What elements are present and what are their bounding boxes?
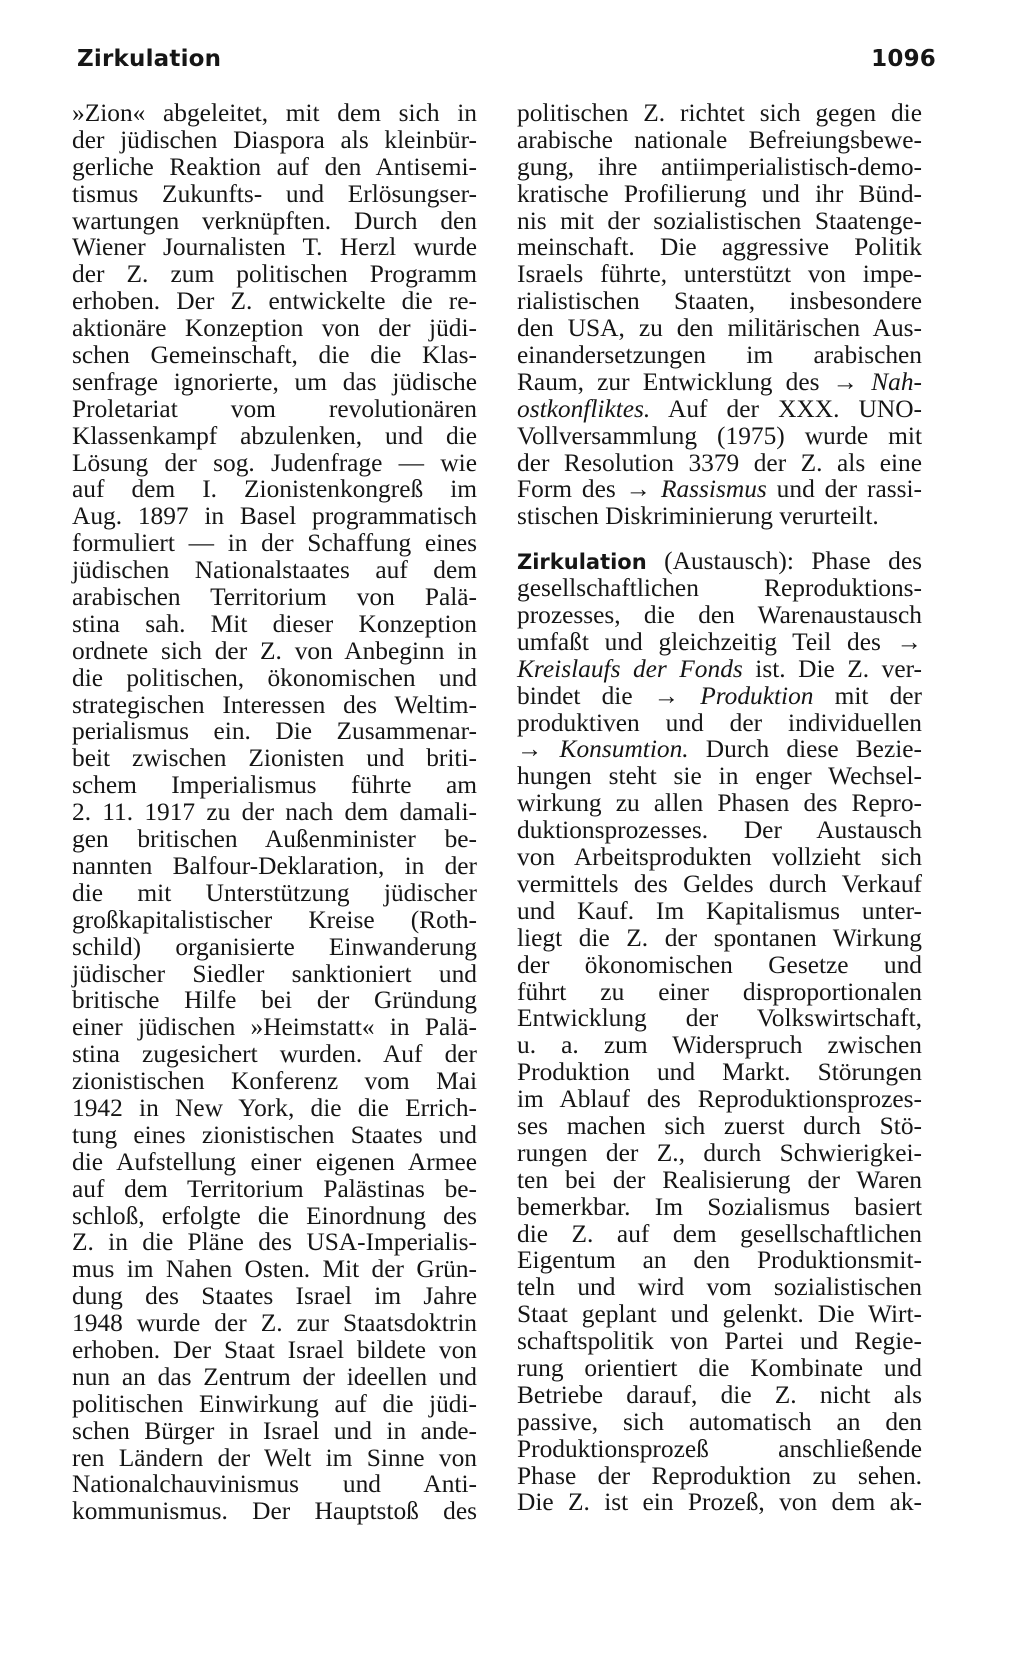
text-line: im Ablauf des Reproduktionsprozes- — [517, 1085, 922, 1114]
text-line: schem Imperialismus führte am — [72, 771, 477, 800]
cross-reference-rassismus[interactable]: → Rassismus — [625, 475, 767, 504]
text-line: erhoben. Der Z. entwickelte die re- — [72, 287, 477, 316]
paragraph-gap — [517, 530, 922, 548]
text-line: 2. 11. 1917 zu der nach dem damali- — [72, 798, 477, 827]
text-line: politischen Z. richtet sich gegen die — [517, 99, 922, 127]
running-head-title: Zirkulation — [77, 46, 222, 72]
text-line: gung, ihre antiimperialistisch-demo- — [517, 152, 922, 181]
text-line: produktiven und der individuellen — [517, 708, 922, 737]
text-line: die Aufstellung einer eigenen Armee — [72, 1147, 477, 1176]
text-line: die Z. auf dem gesellschaftlichen — [517, 1219, 922, 1248]
text-line: schen Bürger in Israel und in ande- — [72, 1416, 477, 1445]
text-line: Nationalchauvinismus und Anti- — [72, 1470, 477, 1499]
text-line: rung orientiert die Kombinate und — [517, 1353, 922, 1382]
text-line: die politischen, ökonomischen und — [72, 663, 477, 692]
text-line: liegt die Z. der spontanen Wirkung — [517, 923, 922, 952]
text-line: schild) organisierte Einwanderung — [72, 932, 477, 961]
text-line: britische Hilfe bei der Gründung — [72, 986, 477, 1015]
text-line: aktionäre Konzeption von der jüdi- — [72, 314, 477, 343]
text-line: jüdischen Nationalstaates auf dem — [72, 556, 477, 585]
text-line: Raum, zur Entwicklung des → Nah- — [517, 367, 923, 396]
text-line: der Resolution 3379 der Z. als eine — [517, 448, 922, 477]
text-line: auf dem Territorium Palästinas be- — [72, 1174, 477, 1203]
entry-zirkulation-body — [517, 763, 922, 1516]
text-line: und Kauf. Im Kapitalismus unter- — [517, 896, 922, 925]
cross-reference-nahostkonflikte[interactable]: → Nah- — [832, 367, 923, 396]
text-line: teln und wird vom sozialistischen — [517, 1273, 922, 1302]
text-line: rungen der Z., durch Schwierigkei- — [517, 1138, 922, 1167]
text-line: perialismus ein. Die Zusammenar- — [72, 717, 477, 746]
text-line: u. a. zum Widerspruch zwischen — [517, 1031, 922, 1060]
text-line: gerliche Reaktion auf den Antisemi- — [72, 152, 477, 181]
text-line: beit zwischen Zionisten und briti- — [72, 744, 477, 773]
text-line: Vollversammlung (1975) wurde mit — [517, 421, 922, 450]
text-line: Kreislaufs der Fonds ist. Die Z. ver- — [517, 654, 922, 683]
text-line: schaftspolitik von Partei und Regie- — [517, 1327, 922, 1356]
text-line: 1948 wurde der Z. zur Staatsdoktrin — [72, 1309, 477, 1338]
text-line: tismus Zukunfts- und Erlösungser- — [72, 179, 477, 208]
text-line: meinschaft. Die aggressive Politik — [517, 233, 922, 262]
text-line: Form des → Rassismus und der rassi- — [517, 475, 922, 504]
text-line: schen Gemeinschaft, die die Klas- — [72, 341, 477, 370]
entry-zionismus-continuation — [517, 100, 922, 369]
text-line: wartungen verknüpften. Durch den — [72, 206, 477, 235]
text-line: einer jüdischen »Heimstatt« in Palä- — [72, 1013, 477, 1042]
text-line: nannten Balfour-Deklaration, in der — [72, 851, 477, 880]
text-line: formuliert — in der Schaffung eines — [72, 529, 477, 558]
text-line: einandersetzungen im arabischen — [517, 341, 922, 370]
text-line: »Zion« abgeleitet, mit dem sich in — [72, 99, 477, 127]
text-line: Israels führte, unterstützt von impe- — [517, 260, 922, 289]
text-line: dung des Staates Israel im Jahre — [72, 1282, 477, 1311]
text-line: → Konsumtion. Durch diese Bezie- — [517, 735, 922, 764]
text-line: erhoben. Der Staat Israel bildete von — [72, 1335, 477, 1364]
text-line: mus im Nahen Osten. Mit der Grün- — [72, 1255, 477, 1284]
text-line: tung eines zionistischen Staates und — [72, 1120, 477, 1149]
right-column — [517, 100, 922, 1516]
text-line: vermittels des Geldes durch Verkauf — [517, 869, 922, 898]
text-line: hungen steht sie in enger Wechsel- — [517, 762, 922, 791]
text-line: auf dem I. Zionistenkongreß im — [72, 475, 477, 504]
text-line: stischen Diskriminierung verurteilt. — [517, 502, 879, 531]
text-line: arabischen Territorium von Palä- — [72, 583, 477, 612]
text-line: 1942 in New York, die die Errich- — [72, 1093, 477, 1122]
text-line: gesellschaftlichen Reproduktions- — [517, 574, 922, 603]
text-line: Z. in die Pläne des USA-Imperialis- — [72, 1228, 477, 1257]
text-line: der ökonomischen Gesetze und — [517, 950, 922, 979]
text-line: nun an das Zentrum der ideellen und — [72, 1362, 477, 1391]
text-line: die mit Unterstützung jüdischer — [72, 878, 477, 907]
text-line: Aug. 1897 in Basel programmatisch — [72, 502, 477, 531]
text-line: Zirkulation (Austausch): Phase des — [517, 547, 922, 576]
cross-reference-arrow[interactable]: → — [896, 627, 922, 656]
text-line: Die Z. ist ein Prozeß, von dem ak- — [517, 1488, 922, 1517]
text-line: Betriebe darauf, die Z. nicht als — [517, 1380, 922, 1409]
cross-reference-kreislauf-der-fonds[interactable]: Kreislaufs der Fonds — [517, 654, 743, 683]
text-line: zionistischen Konferenz vom Mai — [72, 1067, 477, 1096]
text-line: schloß, erfolgte die Einordnung des — [72, 1201, 477, 1230]
text-line: Staat geplant und gelenkt. Die Wirt- — [517, 1300, 922, 1329]
text-line: Entwicklung der Volkswirtschaft, — [517, 1004, 922, 1033]
text-line: jüdischer Siedler sanktioniert und — [72, 959, 477, 988]
text-line: Produktion und Markt. Störungen — [517, 1058, 922, 1087]
text-line: ordnete sich der Z. von Anbeginn in — [72, 636, 477, 665]
text-line: von Arbeitsprodukten vollzieht sich — [517, 843, 922, 872]
text-line: ses machen sich zuerst durch Stö- — [517, 1111, 922, 1140]
text-line: ren Ländern der Welt im Sinne von — [72, 1443, 477, 1472]
text-line: kommunismus. Der Hauptstoß des — [72, 1497, 477, 1526]
entry-lemma-zirkulation: Zirkulation — [517, 550, 647, 575]
text-line: wirkung zu allen Phasen des Repro- — [517, 789, 922, 818]
text-line: rialistischen Staaten, insbesondere — [517, 287, 922, 316]
text-line: Eigentum an den Produktionsmit- — [517, 1246, 922, 1275]
text-line: duktionsprozesses. Der Austausch — [517, 816, 922, 845]
text-line: der Z. zum politischen Programm — [72, 260, 477, 289]
text-line: Klassenkampf abzulenken, und die — [72, 421, 477, 450]
text-line: ten bei der Realisierung der Waren — [517, 1165, 922, 1194]
text-line: bemerkbar. Im Sozialismus basiert — [517, 1192, 922, 1221]
page-number: 1096 — [871, 46, 936, 72]
text-line: stina zugesichert wurden. Auf der — [72, 1040, 477, 1069]
text-line: großkapitalistischer Kreise (Roth- — [72, 905, 477, 934]
text-line: umfaßt und gleichzeitig Teil des → — [517, 627, 922, 656]
left-column — [72, 100, 477, 1525]
text-line: Lösung der sog. Judenfrage — wie — [72, 448, 477, 477]
text-line: Produktionsprozeß anschließende — [517, 1434, 922, 1463]
cross-reference-konsumtion[interactable]: → Konsumtion. — [517, 735, 689, 764]
text-line: Wiener Journalisten T. Herzl wurde — [72, 233, 477, 262]
text-line: stina sah. Mit dieser Konzeption — [72, 609, 477, 638]
text-line: strategischen Interessen des Weltim- — [72, 690, 477, 719]
cross-reference-produktion[interactable]: → Produktion — [653, 681, 814, 710]
text-line: senfrage ignorierte, um das jüdische — [72, 367, 477, 396]
text-line: bindet die → Produktion mit der — [517, 681, 923, 710]
text-line: kratische Profilierung und ihr Bünd- — [517, 179, 922, 208]
text-line: politischen Einwirkung auf die jüdi- — [72, 1389, 477, 1418]
cross-reference-nahostkonflikte-continued[interactable]: ostkonfliktes. — [517, 394, 651, 423]
text-line: prozesses, die den Warenaustausch — [517, 601, 922, 630]
text-line: arabische nationale Befreiungsbewe- — [517, 125, 922, 154]
text-line: Proletariat vom revolutionären — [72, 394, 477, 423]
text-line: Phase der Reproduktion zu sehen. — [517, 1461, 922, 1490]
text-line: passive, sich automatisch an den — [517, 1407, 922, 1436]
text-line: gen britischen Außenminister be- — [72, 825, 477, 854]
text-line: der jüdischen Diaspora als kleinbür- — [72, 125, 477, 154]
text-line: führt zu einer disproportionalen — [517, 977, 922, 1006]
text-line: nis mit der sozialistischen Staatenge- — [517, 206, 922, 235]
text-line: den USA, zu den militärischen Aus- — [517, 314, 922, 343]
text-line: ostkonfliktes. Auf der XXX. UNO- — [517, 394, 922, 423]
